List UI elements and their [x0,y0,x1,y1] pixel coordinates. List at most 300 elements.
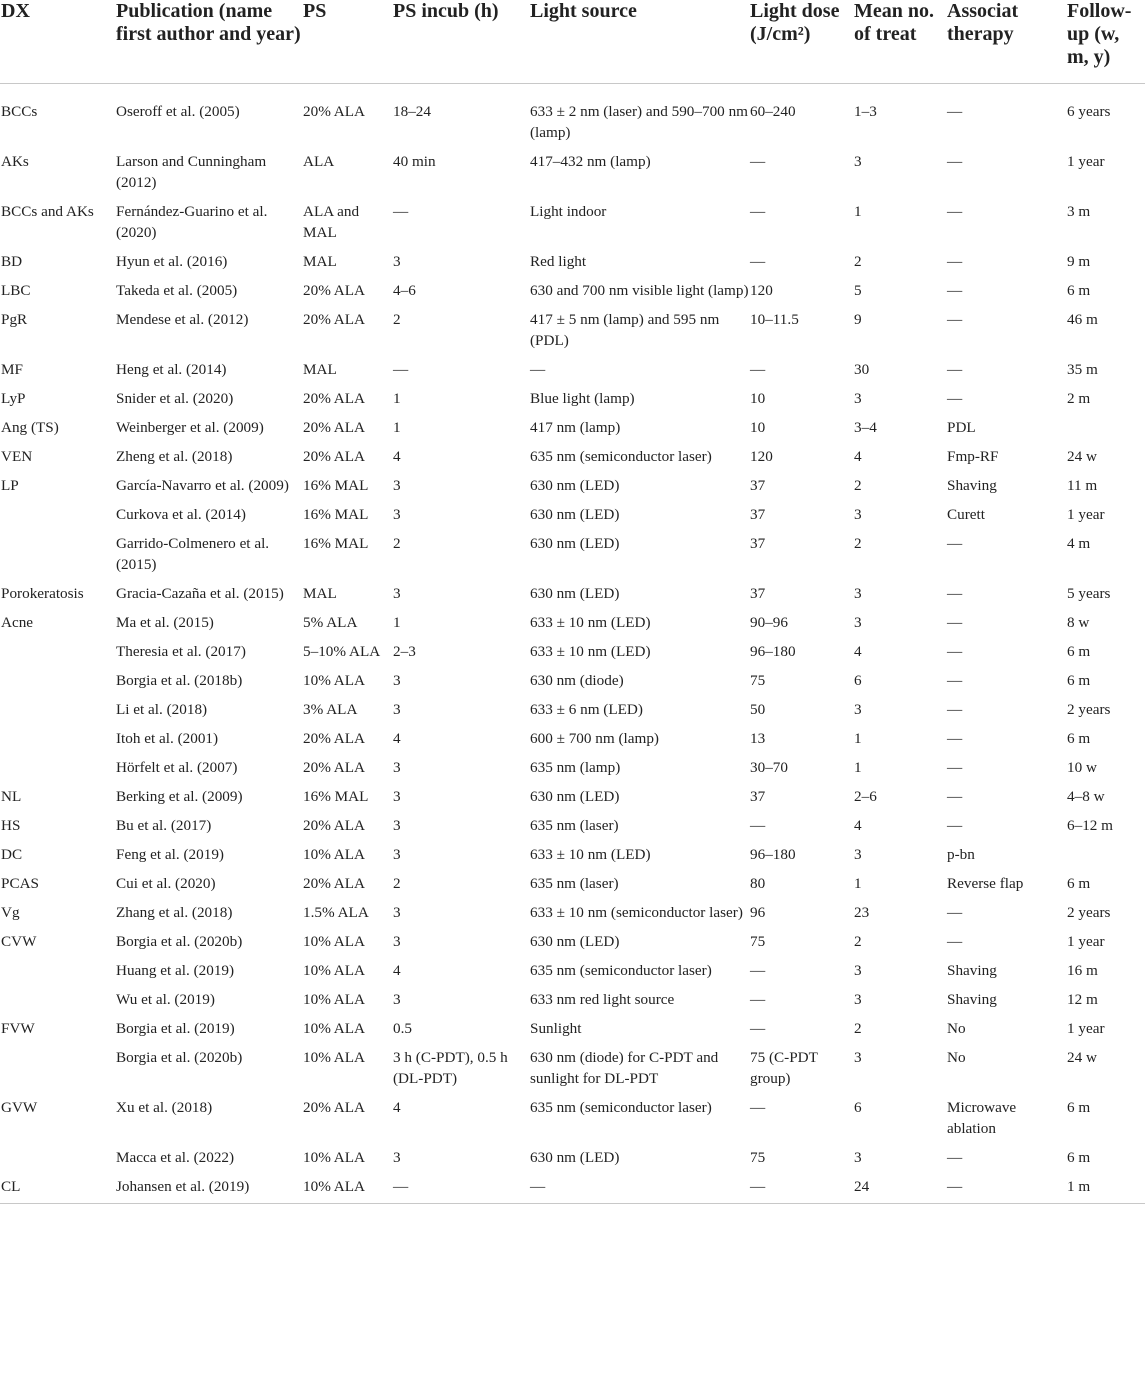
cell-light-source: 635 nm (laser) [530,875,619,892]
cell-follow-up: 11 m [1067,477,1098,494]
cell-ps: 16% MAL [303,477,369,494]
table-row [0,1143,1145,1172]
cell-associat-therapy: — [947,817,963,834]
cell-dx: BD [1,253,23,270]
cell-dx: Acne [1,614,34,631]
cell-publication: Borgia et al. (2019) [116,1020,235,1037]
cell-associat-therapy: Shaving [947,477,997,494]
cell-publication: Feng et al. (2019) [116,846,224,863]
cell-dx: GVW [1,1099,38,1116]
table-row [0,811,1145,840]
cell-associat-therapy: — [947,730,963,747]
cell-publication: Hörfelt et al. (2007) [116,759,238,776]
table-row [0,1093,1145,1143]
cell-light-dose: — [750,1020,766,1037]
cell-publication: Theresia et al. (2017) [116,643,246,660]
cell-associat-therapy: — [947,1172,1067,1204]
cell-mean-treat: 2 [854,1020,862,1037]
cell-light-source: 630 nm (LED) [530,535,620,552]
cell-dx: NL [1,788,22,805]
cell-light-source: 633 ± 10 nm (LED) [530,846,651,863]
cell-follow-up: 1 year [1067,1020,1105,1037]
cell-light-source: 630 nm (LED) [530,506,620,523]
cell-ps-incub: 4 [393,962,401,979]
cell-dx: CL [0,1172,116,1204]
cell-light-source: 633 nm red light source [530,991,675,1008]
cell-dx: DC [1,846,23,863]
table-row [0,840,1145,869]
cell-publication: Wu et al. (2019) [116,991,215,1008]
cell-light-dose: 10–11.5 [750,311,799,328]
cell-dx [0,956,116,985]
cell-associat-therapy: — [947,759,963,776]
header-follow-up: Follow-up (w, m, y) [1067,0,1145,84]
cell-follow-up: 6 m [1067,1149,1091,1166]
cell-follow-up: 1 year [1067,933,1105,950]
cell-follow-up: 5 years [1067,585,1111,602]
cell-ps-incub: — [393,203,409,220]
table-row [0,500,1145,529]
table-row [0,782,1145,811]
cell-dx: AKs [1,153,29,170]
table-row [0,637,1145,666]
cell-publication: Curkova et al. (2014) [116,506,246,523]
cell-mean-treat: 3 [854,846,862,863]
cell-publication: Weinberger et al. (2009) [116,419,264,436]
cell-associat-therapy: Shaving [947,962,997,979]
cell-light-dose: — [750,253,766,270]
cell-ps: ALA [303,153,335,170]
cell-ps-incub: 3 [393,477,401,494]
cell-publication: Xu et al. (2018) [116,1099,213,1116]
cell-light-dose: 30–70 [750,759,788,776]
cell-light-dose: — [750,203,766,220]
cell-follow-up: 1 m [1067,1172,1145,1204]
cell-light-dose: 60–240 [750,103,796,120]
cell-ps: 10% ALA [303,962,366,979]
table-row [0,985,1145,1014]
cell-dx: FVW [1,1020,35,1037]
table-row [0,471,1145,500]
table-row [0,666,1145,695]
cell-associat-therapy: — [947,614,963,631]
cell-light-dose: 90–96 [750,614,788,631]
cell-dx [0,500,116,529]
cell-light-source: Blue light (lamp) [530,390,635,407]
table-row [0,927,1145,956]
cell-follow-up: 6 m [1067,730,1091,747]
cell-light-dose: 75 [750,933,766,950]
cell-mean-treat: 3 [854,390,862,407]
cell-ps: 5–10% ALA [303,643,381,660]
cell-light-source: 633 ± 10 nm (LED) [530,614,651,631]
cell-associat-therapy: PDL [947,419,976,436]
cell-dx: PCAS [1,875,39,892]
cell-light-source: 635 nm (semiconductor laser) [530,962,712,979]
cell-dx: BCCs [1,103,38,120]
cell-associat-therapy: — [947,253,963,270]
cell-associat-therapy: — [947,311,963,328]
header-mean-treat: Mean no. of treat [854,0,947,84]
cell-light-source: Red light [530,253,587,270]
cell-light-source: 630 nm (LED) [530,585,620,602]
cell-associat-therapy: — [947,643,963,660]
cell-associat-therapy: — [947,904,963,921]
cell-dx [0,666,116,695]
cell-dx [0,529,116,579]
cell-light-source: 635 nm (laser) [530,817,619,834]
cell-ps: 20% ALA [303,390,366,407]
cell-ps: MAL [303,361,337,378]
cell-light-dose: 37 [750,506,766,523]
cell-ps-incub: 3 [393,701,401,718]
table-row [0,197,1145,247]
cell-light-source: — [530,361,546,378]
cell-follow-up [1067,413,1145,442]
cell-ps: 16% MAL [303,506,369,523]
cell-associat-therapy: — [947,535,963,552]
cell-ps-incub: 2 [393,535,401,552]
cell-associat-therapy: — [947,361,963,378]
cell-light-dose: 75 (C-PDT group) [750,1049,818,1087]
header-row [0,0,1145,84]
table-row [0,579,1145,608]
cell-follow-up: 1 year [1067,506,1105,523]
cell-light-dose: — [750,817,766,834]
cell-publication: Fernández-Guarino et al. (2020) [116,203,268,241]
cell-light-dose: 96–180 [750,643,796,660]
cell-ps-incub: 3 [393,1149,401,1166]
cell-ps-incub: 4–6 [393,282,416,299]
cell-mean-treat: 3 [854,153,862,170]
cell-associat-therapy: — [947,282,963,299]
cell-publication: Ma et al. (2015) [116,614,214,631]
cell-ps: 10% ALA [303,672,366,689]
cell-light-dose: 96 [750,904,766,921]
cell-publication: Gracia-Cazaña et al. (2015) [116,585,284,602]
cell-light-dose: — [750,1172,854,1204]
cell-ps: 20% ALA [303,103,366,120]
cell-light-dose: — [750,361,766,378]
cell-light-source: 635 nm (semiconductor laser) [530,1099,712,1116]
cell-ps-incub: 0.5 [393,1020,412,1037]
cell-associat-therapy: — [947,153,963,170]
cell-dx: Vg [1,904,20,921]
cell-light-dose: 75 [750,1149,766,1166]
cell-ps: MAL [303,253,337,270]
cell-associat-therapy: — [947,585,963,602]
cell-follow-up: 6 years [1067,103,1111,120]
cell-follow-up: 2 m [1067,390,1091,407]
cell-publication: Snider et al. (2020) [116,390,234,407]
cell-light-source: 630 and 700 nm visible light (lamp) [530,282,749,299]
cell-light-source: 417 nm (lamp) [530,419,621,436]
table-row [0,898,1145,927]
cell-ps-incub: 3 [393,759,401,776]
header-publication: Publication (name first author and year) [116,0,303,84]
cell-associat-therapy: Curett [947,506,985,523]
cell-ps: 16% MAL [303,535,369,552]
cell-associat-therapy: — [947,203,963,220]
cell-associat-therapy: No [947,1049,966,1066]
cell-ps-incub: 3 [393,846,401,863]
cell-publication: Huang et al. (2019) [116,962,235,979]
cell-ps-incub: 3 [393,991,401,1008]
cell-mean-treat: 4 [854,643,862,660]
table-row [0,384,1145,413]
cell-mean-treat: 1 [854,875,862,892]
cell-ps: 20% ALA [303,419,366,436]
cell-mean-treat: 4 [854,817,862,834]
cell-dx [0,753,116,782]
cell-ps-incub: 40 min [393,153,436,170]
cell-ps-incub: 2–3 [393,643,416,660]
header-light-source: Light source [530,0,750,84]
cell-light-dose: 37 [750,535,766,552]
cell-ps-incub: 3 [393,904,401,921]
cell-light-dose: 13 [750,730,766,747]
cell-mean-treat: 23 [854,904,870,921]
cell-associat-therapy: — [947,1149,963,1166]
cell-ps: 10% ALA [303,933,366,950]
cell-mean-treat: 4 [854,448,862,465]
cell-ps: 16% MAL [303,788,369,805]
cell-dx [0,985,116,1014]
cell-light-dose: 37 [750,477,766,494]
cell-light-dose: 96–180 [750,846,796,863]
cell-ps: 20% ALA [303,448,366,465]
header-dx: DX [0,0,116,84]
cell-publication: Hyun et al. (2016) [116,253,228,270]
cell-light-dose: 120 [750,282,773,299]
cell-dx: LBC [1,282,31,299]
cell-follow-up: 4–8 w [1067,788,1105,805]
cell-light-source: 630 nm (LED) [530,1149,620,1166]
cell-publication: Berking et al. (2009) [116,788,243,805]
cell-follow-up: 3 m [1067,203,1091,220]
cell-light-source: 630 nm (LED) [530,788,620,805]
cell-ps-incub: 4 [393,1099,401,1116]
cell-mean-treat: 30 [854,361,870,378]
cell-mean-treat: 5 [854,282,862,299]
table-row [0,529,1145,579]
cell-ps-incub: 3 [393,788,401,805]
cell-light-source: 417–432 nm (lamp) [530,153,651,170]
table-row [0,1014,1145,1043]
table-row [0,276,1145,305]
cell-ps-incub: 4 [393,730,401,747]
cell-ps: 10% ALA [303,846,366,863]
cell-mean-treat: 3–4 [854,419,877,436]
cell-associat-therapy: — [947,390,963,407]
table-row [0,355,1145,384]
cell-ps: 10% ALA [303,1172,393,1204]
cell-mean-treat: 2 [854,477,862,494]
table-row [0,1043,1145,1093]
table-row [0,869,1145,898]
cell-ps: 10% ALA [303,1149,366,1166]
cell-light-dose: — [750,962,766,979]
cell-ps-incub: — [393,361,409,378]
table-row [0,753,1145,782]
cell-ps: 20% ALA [303,817,366,834]
cell-mean-treat: 1–3 [854,103,877,120]
cell-ps-incub: 18–24 [393,103,431,120]
cell-follow-up: 6 m [1067,875,1091,892]
cell-mean-treat: 3 [854,1149,862,1166]
cell-mean-treat: 3 [854,614,862,631]
cell-follow-up: 16 m [1067,962,1098,979]
cell-associat-therapy: Microwave ablation [947,1099,1017,1137]
cell-light-source: Light indoor [530,203,607,220]
cell-dx: MF [1,361,23,378]
table-row [0,956,1145,985]
cell-ps: 10% ALA [303,1049,366,1066]
cell-light-source: 630 nm (LED) [530,933,620,950]
cell-ps-incub: 3 [393,672,401,689]
cell-light-dose: — [750,991,766,1008]
cell-publication: Johansen et al. (2019) [116,1172,303,1204]
cell-dx [0,724,116,753]
table-row [0,695,1145,724]
cell-follow-up: 2 years [1067,701,1111,718]
cell-publication: Macca et al. (2022) [116,1149,235,1166]
cell-follow-up: 6 m [1067,1099,1091,1116]
cell-dx [0,1043,116,1093]
cell-follow-up: 6 m [1067,672,1091,689]
cell-ps: 3% ALA [303,701,358,718]
header-ps-incub: PS incub (h) [393,0,530,84]
cell-publication: Cui et al. (2020) [116,875,216,892]
cell-ps: 20% ALA [303,311,366,328]
cell-light-source: 633 ± 2 nm (laser) and 590–700 nm (lamp) [530,103,748,141]
cell-publication: Garrido-Colmenero et al. (2015) [116,535,270,573]
cell-ps-incub: — [393,1172,530,1204]
cell-mean-treat: 3 [854,585,862,602]
cell-dx: Ang (TS) [1,419,59,436]
cell-dx [0,695,116,724]
header-ps: PS [303,0,393,84]
cell-ps-incub: 1 [393,614,401,631]
cell-publication: Itoh et al. (2001) [116,730,219,747]
cell-light-dose: 120 [750,448,773,465]
cell-ps: 1.5% ALA [303,904,369,921]
cell-dx: VEN [1,448,33,465]
cell-publication: Takeda et al. (2005) [116,282,238,299]
cell-dx: CVW [1,933,37,950]
table-row [0,413,1145,442]
cell-ps: 20% ALA [303,1099,366,1116]
cell-light-source: Sunlight [530,1020,582,1037]
cell-follow-up: 6 m [1067,643,1091,660]
cell-follow-up: 6–12 m [1067,817,1113,834]
cell-publication: Borgia et al. (2020b) [116,933,243,950]
cell-ps-incub: 4 [393,448,401,465]
cell-dx: PgR [1,311,28,328]
cell-associat-therapy: — [947,672,963,689]
cell-mean-treat: 3 [854,506,862,523]
table-row [0,247,1145,276]
cell-ps-incub: 1 [393,419,401,436]
cell-ps-incub: 3 [393,933,401,950]
cell-light-source: 633 ± 6 nm (LED) [530,701,643,718]
table-body [0,84,1145,1204]
cell-ps: 20% ALA [303,759,366,776]
cell-publication: Zheng et al. (2018) [116,448,233,465]
cell-ps: 20% ALA [303,730,366,747]
cell-ps-incub: 3 [393,817,401,834]
cell-light-source: 633 ± 10 nm (semiconductor laser) [530,904,743,921]
cell-ps-incub: 3 [393,585,401,602]
cell-dx: HS [1,817,21,834]
cell-ps: ALA and MAL [303,203,360,241]
cell-light-source: 630 nm (diode) [530,672,624,689]
cell-light-dose: 37 [750,788,766,805]
cell-light-source: 630 nm (diode) for C-PDT and sunlight for DL-PDT [530,1049,719,1087]
cell-publication: Mendese et al. (2012) [116,311,249,328]
cell-ps-incub: 1 [393,390,401,407]
cell-ps: 10% ALA [303,1020,366,1037]
cell-associat-therapy: — [947,933,963,950]
cell-associat-therapy: — [947,788,963,805]
cell-publication: Larson and Cunningham (2012) [116,153,267,191]
cell-associat-therapy: Fmp-RF [947,448,999,465]
cell-associat-therapy: — [947,701,963,718]
cell-associat-therapy: p-bn [947,846,975,863]
cell-light-source: 635 nm (lamp) [530,759,621,776]
table-row [0,608,1145,637]
cell-publication: Zhang et al. (2018) [116,904,233,921]
cell-publication: Borgia et al. (2018b) [116,672,243,689]
cell-ps: 10% ALA [303,991,366,1008]
cell-ps-incub: 3 h (C-PDT), 0.5 h (DL-PDT) [393,1049,508,1087]
cell-publication: García-Navarro et al. (2009) [116,477,289,494]
cell-ps-incub: 3 [393,506,401,523]
cell-follow-up: 24 w [1067,448,1097,465]
cell-ps-incub: 3 [393,253,401,270]
cell-mean-treat: 24 [854,1172,947,1204]
cell-mean-treat: 3 [854,701,862,718]
cell-associat-therapy: Shaving [947,991,997,1008]
cell-light-dose: 75 [750,672,766,689]
cell-mean-treat: 2 [854,535,862,552]
cell-light-source: — [530,1172,750,1204]
cell-dx: LyP [1,390,26,407]
cell-light-dose: 10 [750,390,766,407]
cell-light-dose: 80 [750,875,766,892]
cell-publication: Heng et al. (2014) [116,361,227,378]
cell-associat-therapy: Reverse flap [947,875,1024,892]
cell-mean-treat: 6 [854,672,862,689]
cell-light-source: 630 nm (LED) [530,477,620,494]
cell-publication: Li et al. (2018) [116,701,208,718]
cell-publication: Bu et al. (2017) [116,817,212,834]
cell-mean-treat: 2–6 [854,788,877,805]
cell-publication: Oseroff et al. (2005) [116,103,240,120]
cell-light-source: 635 nm (semiconductor laser) [530,448,712,465]
cell-ps: MAL [303,585,337,602]
cell-light-dose: — [750,1099,766,1116]
cell-follow-up: 35 m [1067,361,1098,378]
cell-light-source: 600 ± 700 nm (lamp) [530,730,659,747]
table-row [0,442,1145,471]
cell-mean-treat: 1 [854,759,862,776]
cell-mean-treat: 9 [854,311,862,328]
cell-dx [0,1143,116,1172]
cell-dx [0,637,116,666]
cell-ps: 5% ALA [303,614,358,631]
cell-follow-up: 4 m [1067,535,1091,552]
